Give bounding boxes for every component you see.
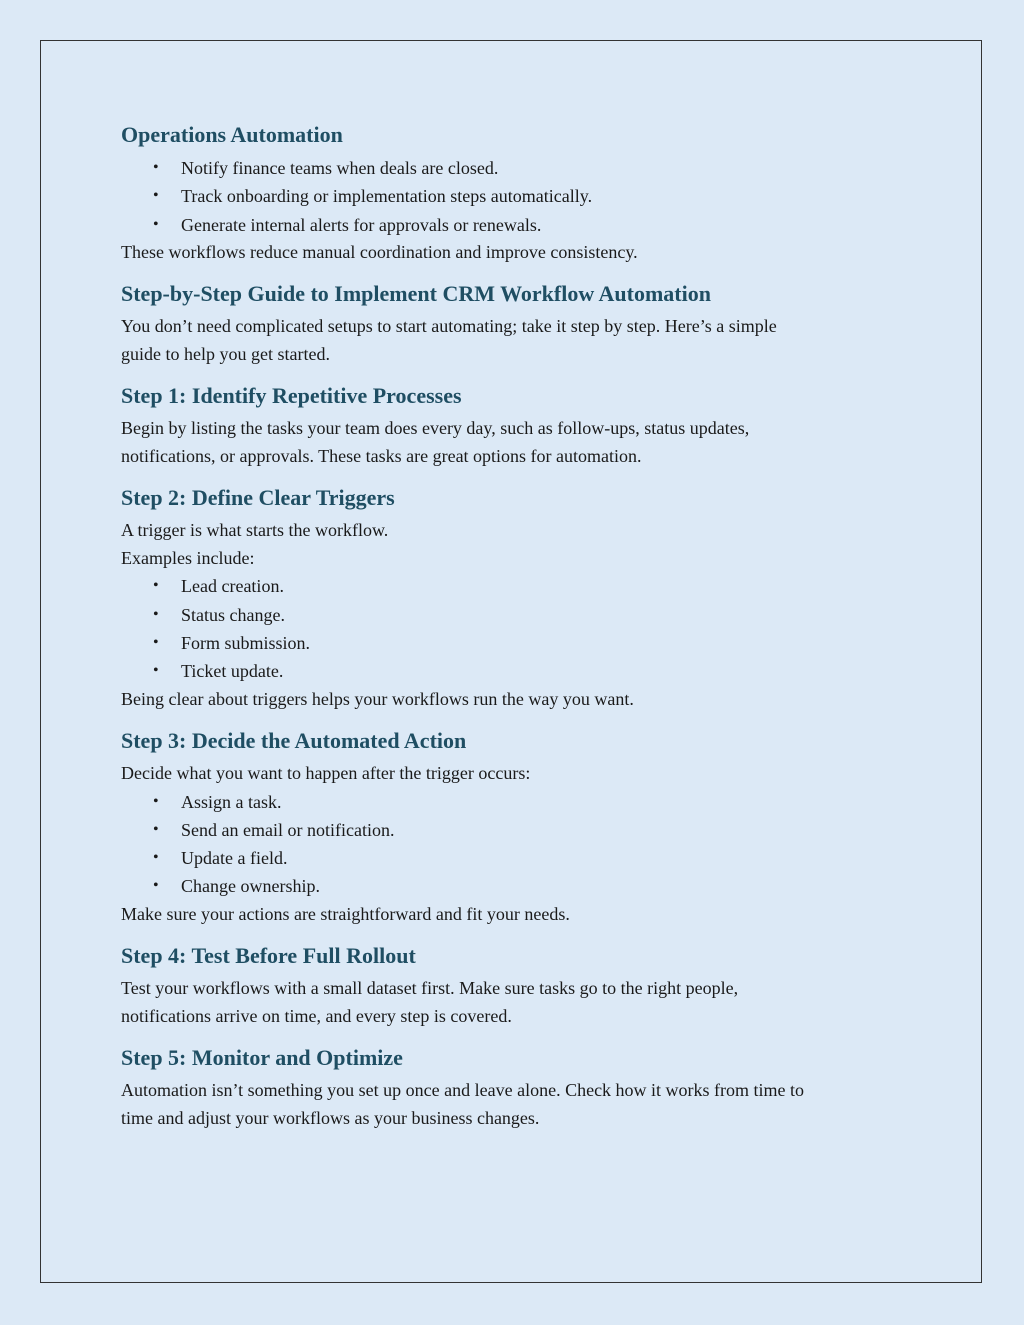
list-item: • Status change.: [121, 601, 911, 629]
bullet-list: [121, 154, 911, 239]
paragraph: Being clear about triggers helps your workflows run the way you want.: [121, 688, 634, 709]
paragraph-line: Automation isn’t something you set up once and leave alone. Check how it works from time to: [121, 1080, 805, 1101]
bullet-icon: •: [153, 159, 159, 176]
list-item: • Assign a task.: [121, 788, 911, 816]
list-item: • Form submission.: [121, 629, 911, 657]
paragraph-line: A trigger is what starts the workflow.: [121, 520, 389, 541]
bullet-icon: •: [153, 605, 159, 623]
bullet-icon: •: [153, 577, 159, 595]
section-heading: Step 3: Decide the Automated Action: [121, 728, 467, 754]
list-item: • Track onboarding or implementation steps automatically.: [121, 182, 911, 210]
bullet-icon: •: [153, 849, 159, 867]
bullet-list: [121, 572, 911, 685]
paragraph-line: Examples include:: [121, 547, 255, 568]
paragraph-line: Decide what you want to happen after the trigger occurs:: [121, 763, 531, 784]
bullet-icon: •: [153, 633, 159, 651]
document-content: [121, 119, 911, 1132]
section-step-1: [121, 380, 911, 470]
list-item: • Notify finance teams when deals are closed.: [121, 154, 911, 182]
list-item: • Lead creation.: [121, 572, 911, 600]
section-heading: Step 1: Identify Repetitive Processes: [121, 383, 462, 409]
paragraph-line: Test your workflows with a small dataset first. Make sure tasks go to the right people,: [121, 978, 739, 999]
paragraph-line: time and adjust your workflows as your business changes.: [121, 1107, 540, 1128]
bullet-icon: •: [153, 662, 159, 680]
paragraph-line: You don’t need complicated setups to start automating; take it step by step. Here’s a simple: [121, 316, 777, 337]
section-step-2: [121, 482, 911, 713]
bullet-icon: •: [153, 187, 159, 205]
paragraph-line: guide to help you get started.: [121, 343, 330, 364]
section-heading: Step 4: Test Before Full Rollout: [121, 943, 416, 969]
bullet-icon: •: [153, 820, 159, 838]
list-item: • Generate internal alerts for approvals or renewals.: [121, 211, 911, 239]
paragraph: These workflows reduce manual coordination and improve consistency.: [121, 241, 638, 262]
section-heading: Operations Automation: [121, 122, 343, 147]
paragraph-line: Begin by listing the tasks your team does every day, such as follow-ups, status updates,: [121, 418, 750, 439]
bullet-icon: •: [153, 792, 159, 810]
paragraph-line: notifications, or approvals. These tasks are great options for automation.: [121, 445, 642, 466]
list-item: • Send an email or notification.: [121, 816, 911, 844]
section-heading: Step 5: Monitor and Optimize: [121, 1045, 403, 1071]
paragraph-line: notifications arrive on time, and every step is covered.: [121, 1005, 512, 1026]
paragraph: Make sure your actions are straightforward and fit your needs.: [121, 903, 570, 924]
bullet-icon: •: [153, 877, 159, 895]
list-item: • Update a field.: [121, 844, 911, 872]
section-step-3: [121, 725, 911, 928]
section-heading: Step 2: Define Clear Triggers: [121, 485, 395, 511]
section-step-5: [121, 1042, 911, 1132]
section-heading: Step-by-Step Guide to Implement CRM Workflow Automation: [121, 281, 711, 307]
list-item: • Ticket update.: [121, 657, 911, 685]
section-step-by-step-guide: [121, 278, 911, 368]
bullet-icon: •: [153, 215, 159, 233]
section-operations-automation: [121, 119, 911, 266]
bullet-list: [121, 788, 911, 901]
list-item: • Change ownership.: [121, 872, 911, 900]
section-step-4: [121, 940, 911, 1030]
